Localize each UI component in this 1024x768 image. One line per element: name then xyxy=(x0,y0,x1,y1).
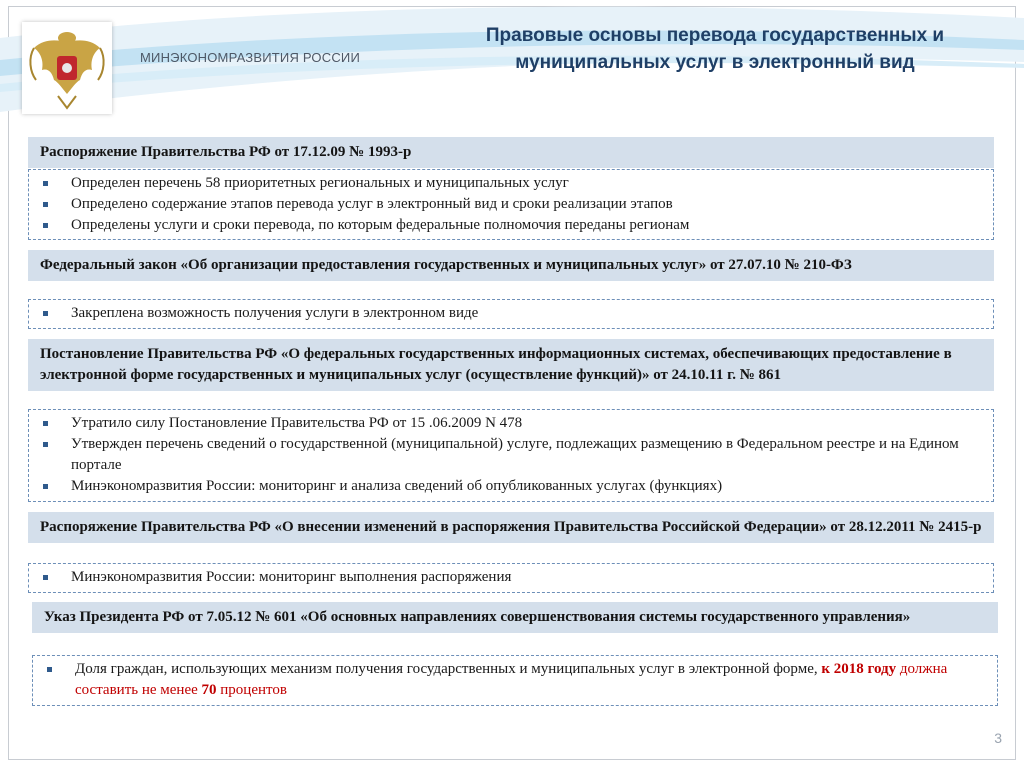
section-2-list xyxy=(28,299,994,329)
section-3-heading: Постановление Правительства РФ «О федеральных государственных информационных системах, обеспечивающих предоставление в электронной форме государственных и муниципальных услуг (осуществление функций)» от 24.10.11 г. № 861 xyxy=(28,339,994,391)
list-item xyxy=(47,659,987,701)
page-title: Правовые основы перевода государственных и муниципальных услуг в электронный вид xyxy=(485,25,945,73)
section-1-heading: Распоряжение Правительства РФ от 17.12.09 № 1993-р xyxy=(28,137,994,168)
list-item: Утратило силу Постановление Правительства РФ от 15 .06.2009 N 478 xyxy=(43,413,983,434)
section-4-heading: Распоряжение Правительства РФ «О внесении изменений в распоряжения Правительства Российской Федерации» от 28.12.2011 № 2415-р xyxy=(28,512,994,543)
list-item: Определены услуги и сроки перевода, по которым федеральные полномочия переданы регионам xyxy=(43,215,983,236)
item-text-red: должна составить не менее xyxy=(75,661,948,698)
section-3-list xyxy=(28,409,994,502)
section-4-list xyxy=(28,563,994,593)
section-1-list xyxy=(28,169,994,240)
list-item: Утвержден перечень сведений о государственной (муниципальной) услуге, подлежащих размещению в Федеральном реестре и на Едином портале xyxy=(43,434,983,476)
section-5-heading: Указ Президента РФ от 7.05.12 № 601 «Об основных направлениях совершенствования системы государственного управления» xyxy=(32,602,998,633)
highlight-year: к 2018 году xyxy=(821,661,897,677)
item-text: Доля граждан, использующих механизм получения государственных и муниципальных услуг в электронной форме, xyxy=(75,661,822,677)
coat-of-arms-icon xyxy=(22,22,112,114)
list-item: Определено содержание этапов перевода услуг в электронный вид и сроки реализации этапов xyxy=(43,194,983,215)
list-item: Минэкономразвития России: мониторинг и анализа сведений об опубликованных услугах (функциях) xyxy=(43,476,983,497)
section-5-list xyxy=(32,655,998,706)
item-text-red-end: процентов xyxy=(216,682,287,698)
ministry-name: МИНЭКОНОМРАЗВИТИЯ РОССИИ xyxy=(140,50,361,65)
list-item: Минэкономразвития России: мониторинг выполнения распоряжения xyxy=(43,567,983,588)
highlight-percent: 70 xyxy=(201,682,217,698)
section-2-heading: Федеральный закон «Об организации предоставления государственных и муниципальных услуг» от 27.07.10 № 210-ФЗ xyxy=(28,250,994,281)
list-item: Закреплена возможность получения услуги в электронном виде xyxy=(43,303,983,324)
page-number: 3 xyxy=(994,730,1002,746)
list-item: Определен перечень 58 приоритетных региональных и муниципальных услуг xyxy=(43,173,983,194)
emblem xyxy=(22,22,112,114)
